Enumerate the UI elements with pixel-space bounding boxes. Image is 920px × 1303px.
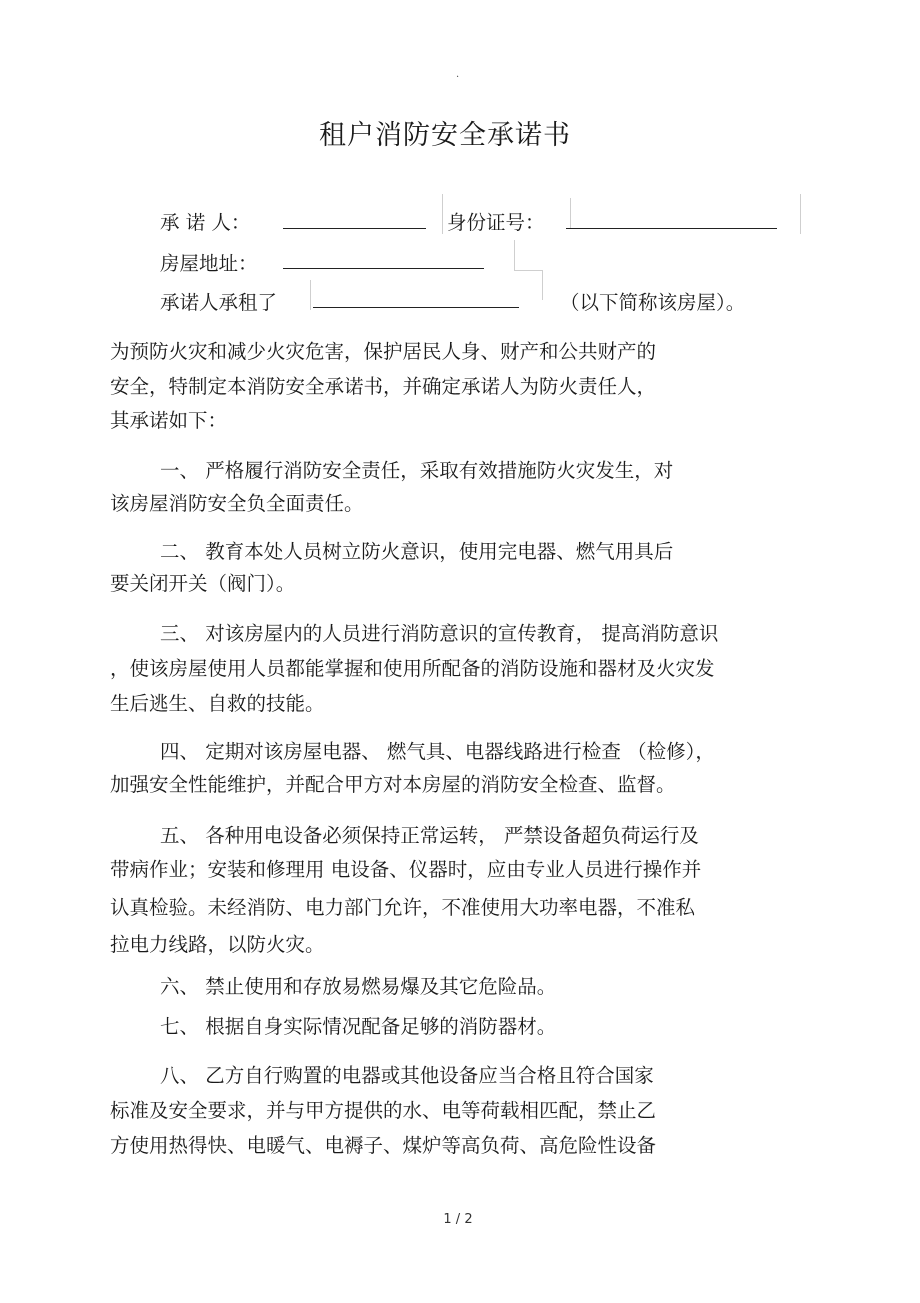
item-line: 认真检验。未经消防、电力部门允许，不准使用大功率电器，不准私 [110,896,696,919]
rent-prefix: 承诺人承租了 [160,291,278,314]
intro-line: 安全，特制定本消防安全承诺书，并确定承诺人为防火责任人， [110,375,657,398]
rented-house-blank[interactable] [313,307,519,308]
item-line: ，使该房屋使用人员都能掌握和使用所配备的消防设施和器材及火灾发 [110,657,715,680]
page-number: 1 / 2 [443,1212,473,1227]
field-border-mark [442,194,443,234]
field-border-mark [514,240,515,270]
item-line: 拉电力线路，以防火灾。 [110,933,325,956]
item-line: 要关闭开关（阀门）。 [110,572,296,595]
item-line: 三、 对该房屋内的人员进行消防意识的宣传教育， 提高消防意识 [160,622,719,645]
promisor-blank[interactable] [283,228,426,229]
item-line: 二、 教育本处人员树立防火意识，使用完电器、燃气用具后 [160,540,674,563]
item-line: 八、 乙方自行购置的电器或其他设备应当合格且符合国家 [160,1064,654,1087]
item-line: 一、 严格履行消防安全责任，采取有效措施防火灾发生，对 [160,459,674,482]
field-border-mark [570,198,571,228]
address-label: 房屋地址： [160,252,258,275]
id-number-blank[interactable] [566,228,777,229]
field-border-mark [542,270,543,300]
rent-suffix: （以下简称该房屋）。 [560,291,746,314]
item-line: 五、 各种用电设备必须保持正常运转， 严禁设备超负荷运行及 [160,824,699,847]
item-line: 标准及安全要求，并与甲方提供的水、电等荷载相匹配，禁止乙 [110,1099,657,1122]
field-border-mark [800,194,801,234]
item-line: 带病作业；安装和修理用 电设备、仪器时，应由专业人员进行操作并 [110,858,702,881]
field-border-mark [310,280,311,310]
intro-line: 为预防火灾和减少火灾危害，保护居民人身、财产和公共财产的 [110,340,657,363]
intro-line: 其承诺如下： [110,409,228,432]
item-line: 六、 禁止使用和存放易燃易爆及其它危险品。 [160,975,557,998]
promisor-label: 承 诺 人： [160,211,251,234]
id-number-label: 身份证号： [447,211,545,234]
item-line: 七、 根据自身实际情况配备足够的消防器材。 [160,1015,557,1038]
address-blank[interactable] [283,268,484,269]
field-border-mark [514,270,542,271]
item-line: 四、 定期对该房屋电器、 燃气具、电器线路进行检查 （检修）， [160,740,715,763]
item-line: 加强安全性能维护，并配合甲方对本房屋的消防安全检查、监督。 [110,773,676,796]
header-dot: · [456,72,460,83]
item-line: 生后逃生、自救的技能。 [110,692,325,715]
document-title: 租户消防安全承诺书 [319,120,571,151]
item-line: 该房屋消防安全负全面责任。 [110,492,364,515]
item-line: 方使用热得快、电暖气、电褥子、煤炉等高负荷、高危险性设备 [110,1134,657,1157]
